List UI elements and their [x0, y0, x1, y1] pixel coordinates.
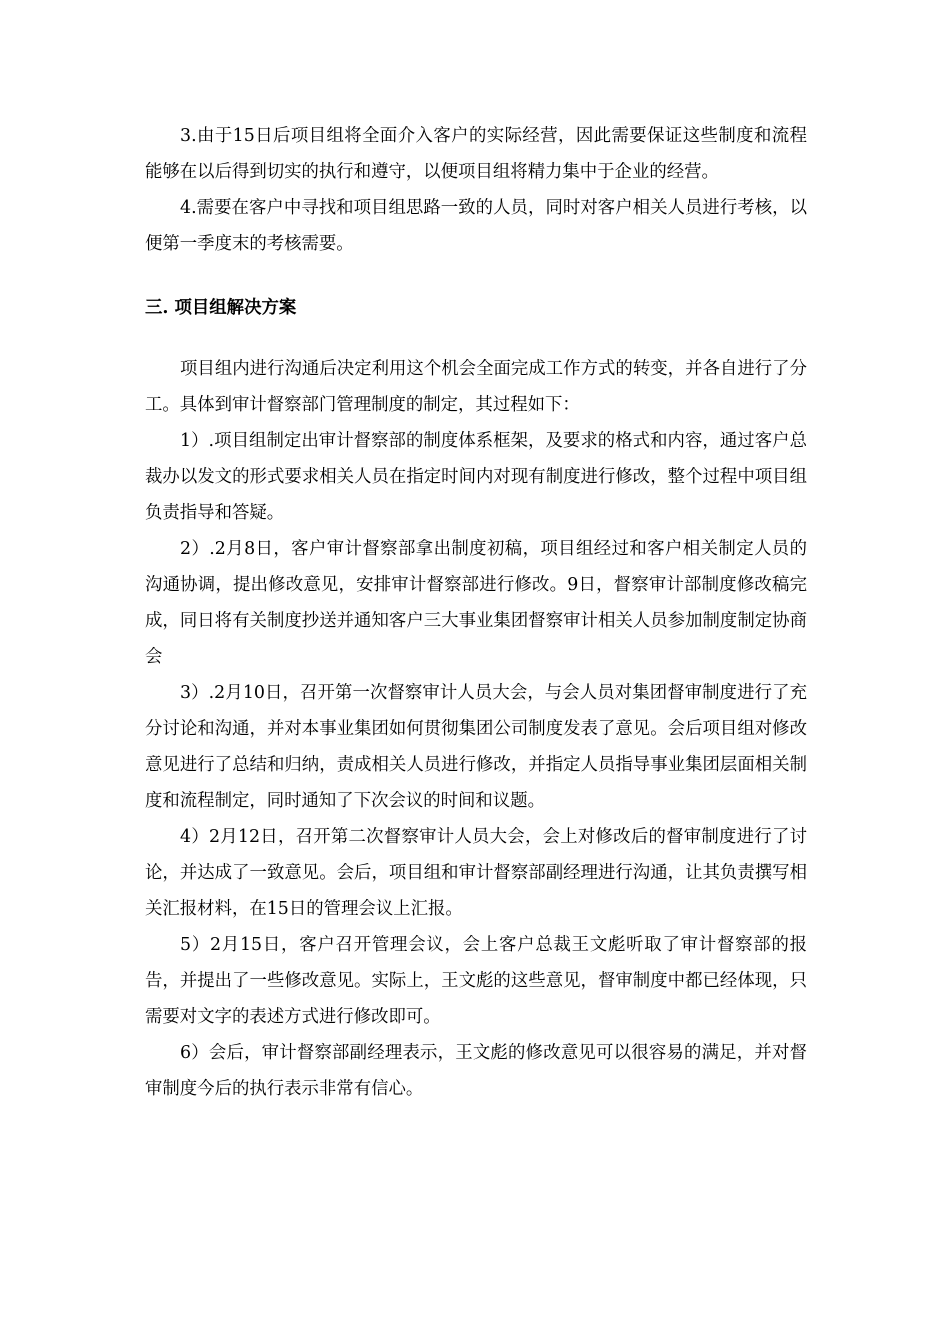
paragraph-step-5: 5）2月15日，客户召开管理会议，会上客户总裁王文彪听取了审计督察部的报告，并提出了一些修改意见。实际上，王文彪的这些意见，督审制度中都已经体现，只需要对文字的表述方式进行修改即可。: [145, 935, 807, 1027]
paragraph-step-1: 1）.项目组制定出审计督察部的制度体系框架，及要求的格式和内容，通过客户总裁办以发文的形式要求相关人员在指定时间内对现有制度进行修改，整个过程中项目组负责指导和答疑。: [145, 431, 807, 523]
section-heading: 三. 项目组解决方案: [145, 298, 297, 318]
paragraph-intro: 项目组内进行沟通后决定利用这个机会全面完成工作方式的转变，并各自进行了分工。具体到审计督察部门管理制度的制定，其过程如下：: [145, 359, 807, 415]
document-page: [145, 118, 807, 1107]
paragraph-step-4: 4）2月12日，召开第二次督察审计人员大会，会上对修改后的督审制度进行了讨论，并达成了一致意见。会后，项目组和审计督察部副经理进行沟通，让其负责撰写相关汇报材料，在15日的管理会议上汇报。: [145, 827, 807, 919]
paragraph-point-3: 3.由于15日后项目组将全面介入客户的实际经营，因此需要保证这些制度和流程能够在以后得到切实的执行和遵守，以便项目组将精力集中于企业的经营。: [145, 126, 807, 182]
paragraph-step-2: 2）.2月8日，客户审计督察部拿出制度初稿，项目组经过和客户相关制定人员的沟通协调，提出修改意见，安排审计督察部进行修改。9日，督察审计部制度修改稿完成，同日将有关制度抄送并通知客户三大事业集团督察审计相关人员参加制度制定协商会: [145, 539, 807, 667]
spacer: [145, 326, 807, 351]
paragraph-step-6: 6）会后，审计督察部副经理表示，王文彪的修改意见可以很容易的满足，并对督审制度今后的执行表示非常有信心。: [145, 1043, 807, 1099]
spacer: [145, 262, 807, 290]
paragraph-step-3: 3）.2月10日，召开第一次督察审计人员大会，与会人员对集团督审制度进行了充分讨论和沟通，并对本事业集团如何贯彻集团公司制度发表了意见。会后项目组对修改意见进行了总结和归纳，责成相关人员进行修改，并指定人员指导事业集团层面相关制度和流程制定，同时通知了下次会议的时间和议题。: [145, 683, 807, 811]
paragraph-point-4: 4.需要在客户中寻找和项目组思路一致的人员，同时对客户相关人员进行考核，以便第一季度末的考核需要。: [145, 198, 807, 254]
